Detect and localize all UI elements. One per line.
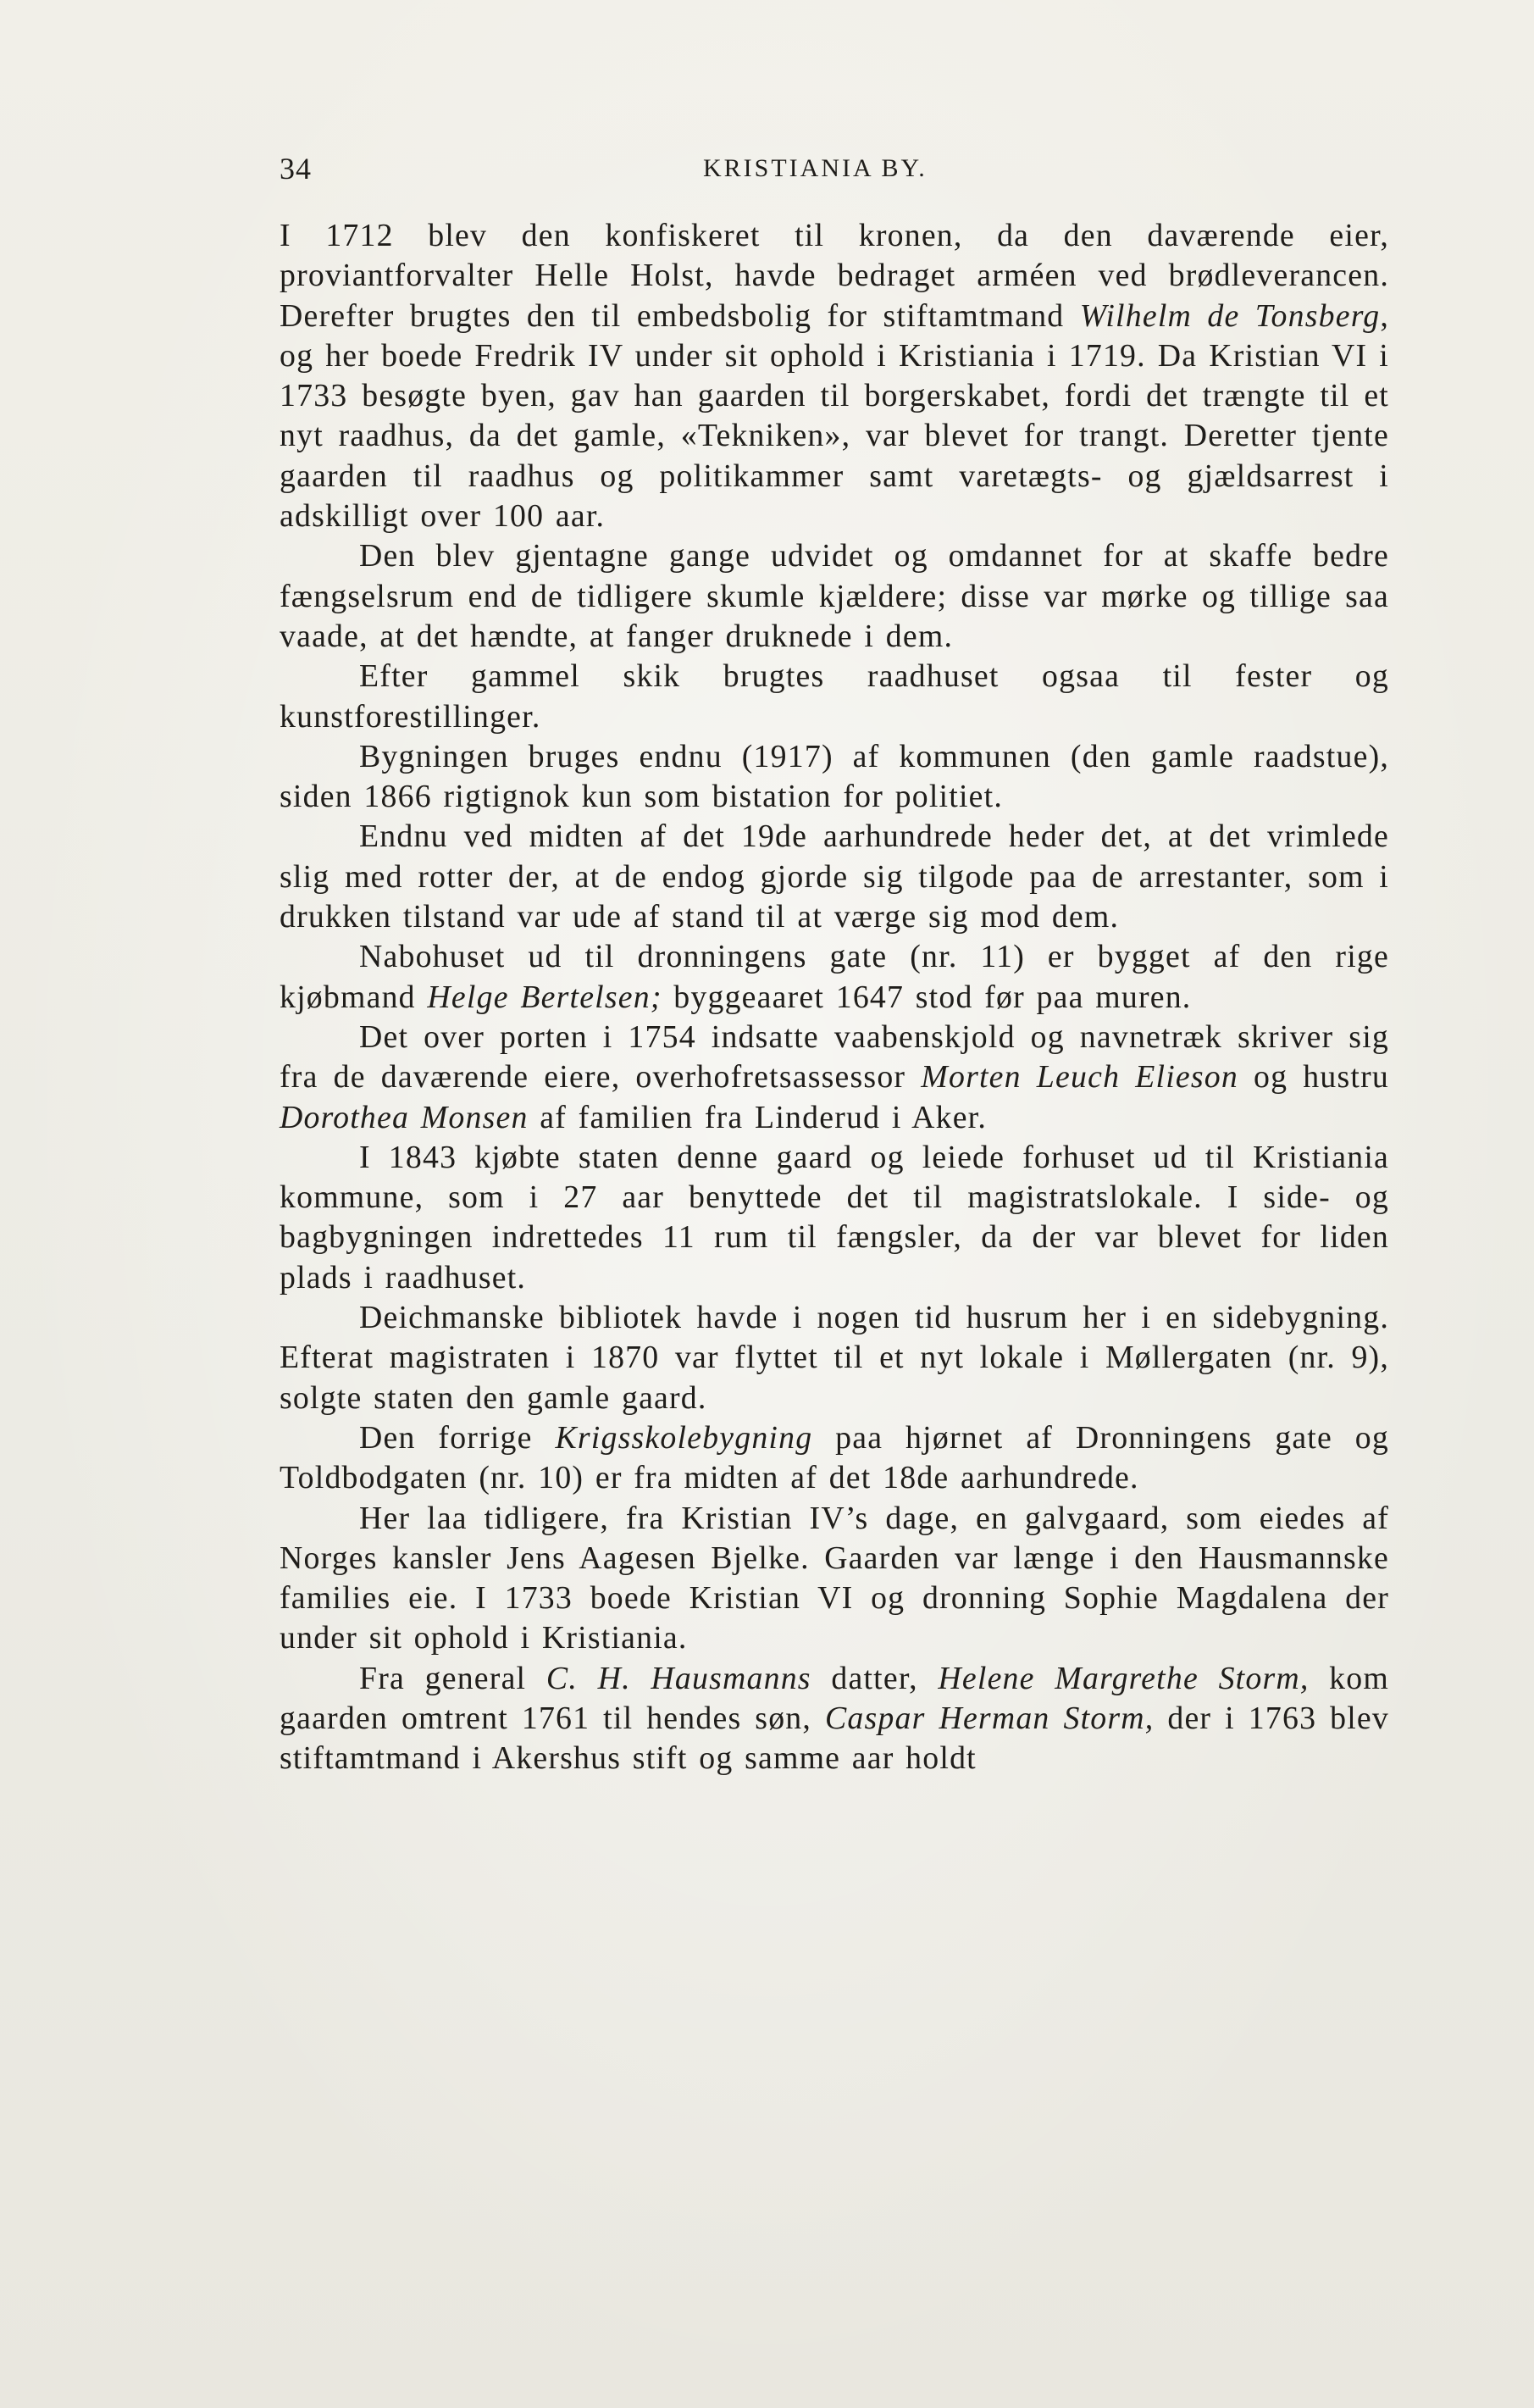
text-run: og hustru bbox=[1238, 1059, 1389, 1096]
text-run: Nabohuset ud til dronningens gate (nr. 11) er bygget af den rige kjøbmand bbox=[280, 939, 1389, 1015]
text-run: Det over porten i 1754 indsatte vaabenskjold og navnetræk skriver sig fra de daværende eiere, overhofretsassessor bbox=[280, 1018, 1389, 1096]
paragraph bbox=[280, 1659, 1389, 1779]
paragraph bbox=[280, 1138, 1389, 1298]
italic-name: Caspar Herman Storm, bbox=[825, 1700, 1155, 1736]
paragraph bbox=[280, 1298, 1389, 1418]
italic-name: C. H. Hausmanns bbox=[545, 1660, 811, 1696]
italic-name: Morten Leuch Elieson bbox=[921, 1059, 1238, 1096]
paragraph bbox=[280, 1418, 1389, 1499]
paragraph bbox=[280, 657, 1389, 737]
text-run: I 1843 kjøbte staten denne gaard og leiede forhuset ud til Kristiania kommune, som i 27 aar benyttede det til magistratslokale. I side- og bagbygningen indrettedes 11 rum til fængsler, da der var blevet for liden plads i raadhuset. bbox=[280, 1139, 1389, 1296]
text-run: Endnu ved midten af det 19de aarhundrede heder det, at det vrimlede slig med rotter der, at de endog gjorde sig tilgode paa de arrestanter, som i drukken tilstand var ude af stand til at værge sig mod dem. bbox=[280, 818, 1389, 935]
paragraph bbox=[280, 536, 1389, 657]
text-run: datter, bbox=[811, 1660, 939, 1696]
text-run: Deichmanske bibliotek havde i nogen tid husrum her i en sidebygning. Efterat magistraten i 1870 var flyttet til et nyt lokale i Møllergaten (nr. 9), solgte staten den gamle gaard. bbox=[280, 1300, 1389, 1416]
paragraph bbox=[280, 937, 1389, 1018]
body-text bbox=[280, 216, 1389, 1779]
running-head: KRISTIANIA BY. bbox=[703, 154, 928, 182]
italic-name: Dorothea Monsen bbox=[280, 1099, 529, 1135]
text-run: Fra general bbox=[359, 1660, 546, 1696]
paragraph bbox=[280, 1499, 1389, 1659]
text-run: Den forrige bbox=[359, 1419, 556, 1456]
text-run: byggeaaret 1647 stod før paa muren. bbox=[662, 979, 1192, 1015]
text-run: , og her boede Fredrik IV under sit ophold i Kristiania i 1719. Da Kristian VI i 1733 besøgte byen, gav han gaarden til borgerskabet, fordi det trængte til et nyt raadhus, da det gamle, «Tekniken», var blevet for trangt. Deretter tjente gaarden til raadhus og politikammer samt varetægts- og gjældsarrest i adskilligt over 100 aar. bbox=[280, 297, 1389, 535]
text-run: Efter gammel skik brugtes raadhuset ogsaa til fester og kunstforestillinger. bbox=[280, 658, 1389, 735]
text-run: Her laa tidligere, fra Kristian IV’s dage, en galvgaard, som eiedes af Norges kansler Jens Aagesen Bjelke. Gaarden var længe i den Hausmannske families eie. I 1733 boede Kristian VI og dronning Sophie Magdalena der under sit ophold i Kristiania. bbox=[280, 1500, 1389, 1656]
paragraph bbox=[280, 1018, 1389, 1138]
text-run: der i 1763 blev stiftamtmand i Akershus stift og samme aar holdt bbox=[280, 1700, 1389, 1777]
italic-name: Krigsskolebygning bbox=[555, 1419, 813, 1456]
italic-name: Helge Bertelsen; bbox=[427, 979, 662, 1015]
paragraph bbox=[280, 216, 1389, 536]
text-run: af familien fra Linderud i Aker. bbox=[528, 1099, 988, 1135]
paragraph bbox=[280, 817, 1389, 937]
text-run: paa hjørnet af Dronningens gate og Toldbodgaten (nr. 10) er fra midten af det 18de aarhundrede. bbox=[280, 1419, 1389, 1496]
text-run: kom gaarden omtrent 1761 til hendes søn, bbox=[280, 1660, 1389, 1736]
italic-name: Wilhelm de Tonsberg bbox=[1079, 297, 1381, 334]
page-header bbox=[280, 151, 1381, 202]
text-run: Bygningen bruges endnu (1917) af kommunen (den gamle raadstue), siden 1866 rigtignok kun som bistation for politiet. bbox=[280, 738, 1389, 815]
page-number: 34 bbox=[280, 152, 312, 186]
paragraph bbox=[280, 737, 1389, 818]
text-run: I 1712 blev den konfiskeret til kronen, da den daværende eier, proviantforvalter Helle Holst, havde bedraget arméen ved brødleverancen. Derefter brugtes den til embedsbolig for stiftamtmand bbox=[280, 218, 1389, 334]
italic-name: Helene Margrethe Storm, bbox=[938, 1660, 1310, 1696]
text-run: Den blev gjentagne gange udvidet og omdannet for at skaffe bedre fængselsrum end de tidligere skumle kjældere; disse var mørke og tillige saa vaade, at det hændte, at fanger druknede i dem. bbox=[280, 538, 1389, 654]
